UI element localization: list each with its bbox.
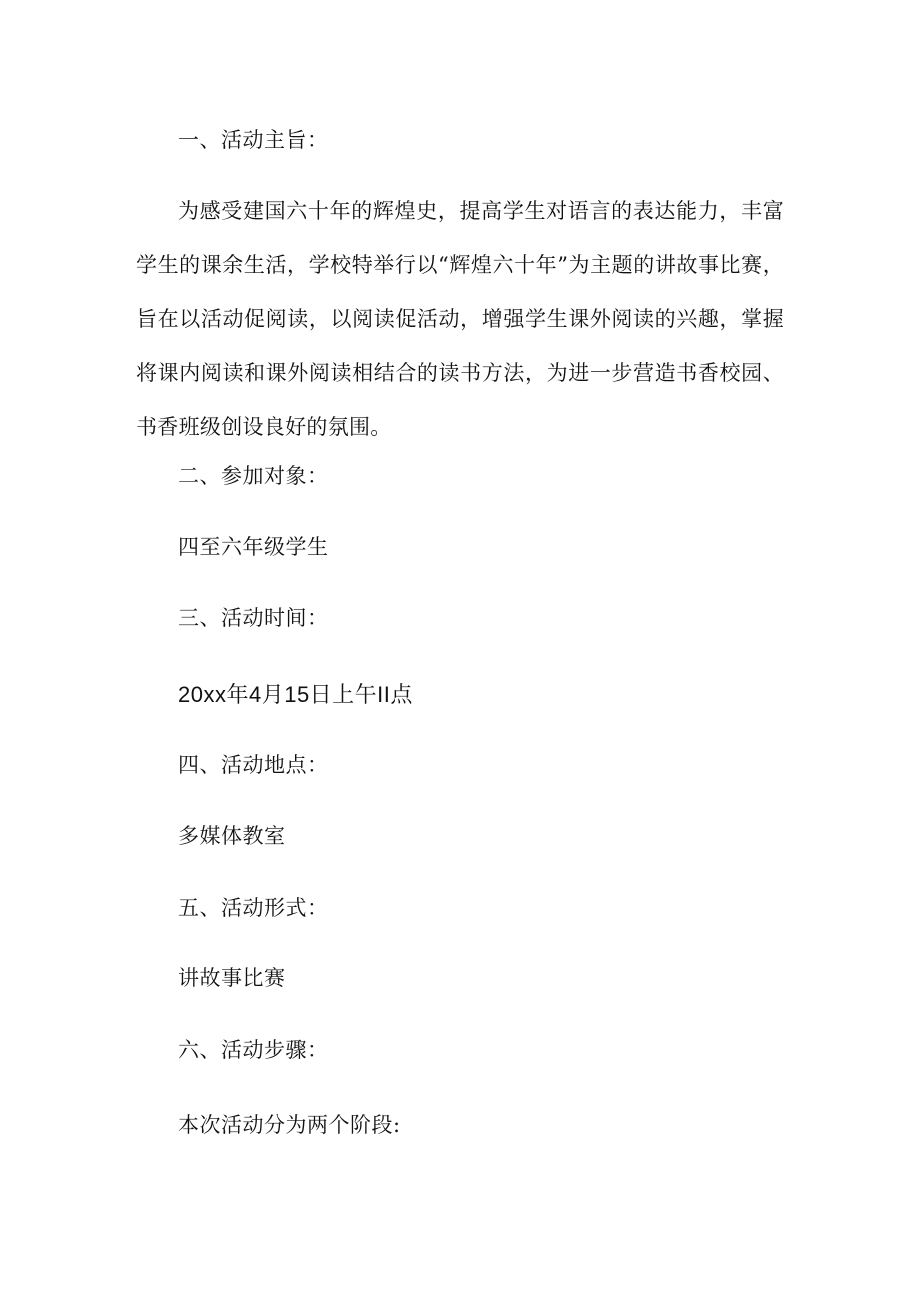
section-heading-purpose: 一、活动主旨：: [178, 128, 329, 152]
section-heading-time: 三、活动时间：: [178, 606, 329, 630]
purpose-paragraph: 为感受建国六十年的辉煌史，提高学生对语言的表达能力，丰富学生的课余生活，学校特举行以“辉煌六十年”为主题的讲故事比赛，旨在以活动促阅读，以阅读促活动，增强学生课外阅读的兴趣，掌握将课内阅读和课外阅读相结合的读书方法，为进一步营造书香校园、书香班级创设良好的氛围。: [136, 199, 784, 439]
time-content: 20xx年4月15日上午II点: [178, 682, 413, 707]
section-heading-steps: 六、活动步骤：: [178, 1038, 329, 1062]
section-heading-participants: 二、参加对象：: [178, 464, 329, 488]
steps-content: 本次活动分为两个阶段:: [178, 1113, 401, 1137]
section-heading-format: 五、活动形式：: [178, 896, 329, 920]
participants-content: 四至六年级学生: [178, 535, 329, 559]
format-content: 讲故事比赛: [178, 966, 286, 990]
location-content: 多媒体教室: [178, 824, 286, 848]
section-heading-location: 四、活动地点：: [178, 753, 329, 777]
